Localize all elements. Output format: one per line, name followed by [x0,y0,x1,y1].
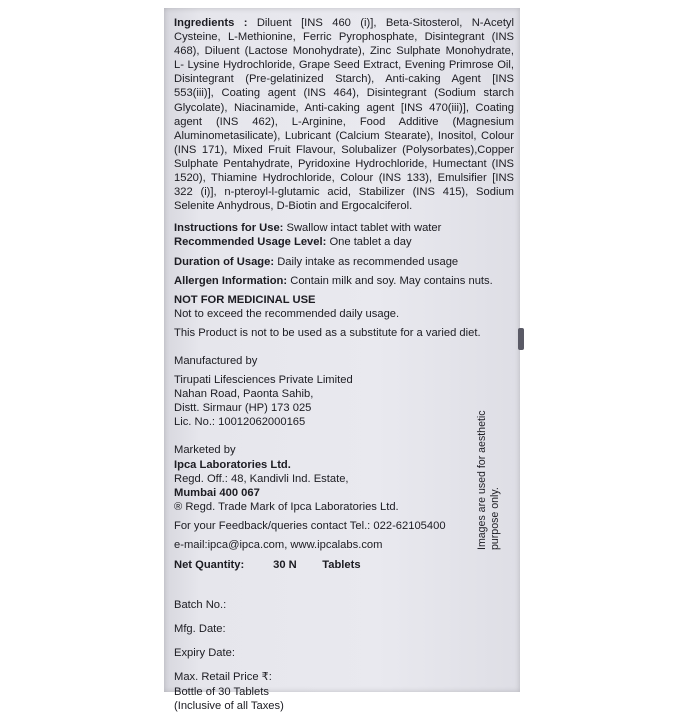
warning-line-2: This Product is not to be used as a substitute for a varied diet. [174,326,481,339]
aesthetic-note-line-2: purpose only. [489,487,501,550]
mrp-line-3: (Inclusive of all Taxes) [174,699,284,712]
batch-label: Batch No.: [174,599,227,612]
aesthetic-note [476,400,516,550]
allergen-line [174,274,514,288]
mfg-date-label: Mfg. Date: [174,623,226,636]
duration-line [174,255,514,269]
ingredients-heading: Ingredients : [174,17,248,29]
instructions-label: Instructions for Use: [174,222,284,235]
expiry-date-label: Expiry Date: [174,647,235,660]
label-content [174,16,514,713]
manufacturer-license: Lic. No.: 10012062000165 [174,416,306,429]
product-label-panel [164,8,520,712]
trademark-note: ® Regd. Trade Mark of Ipca Laboratories Ltd. [174,500,399,513]
feedback-line: For your Feedback/queries contact Tel.: 022-62105400 [174,519,446,532]
marketer-name: Ipca Laboratories Ltd. [174,458,291,471]
mrp-line-2: Bottle of 30 Tablets [174,685,269,698]
manufacturer-name: Tirupati Lifesciences Private Limited [174,374,353,387]
warning-title: NOT FOR MEDICINAL USE [174,293,316,306]
net-quantity-value: 30 N [273,559,297,572]
marketer-heading: Marketed by [174,444,236,457]
warning-line-1: Not to exceed the recommended daily usage. [174,307,400,320]
marketer-address-1: Regd. Off.: 48, Kandivli Ind. Estate, [174,472,349,485]
manufacturer-block [174,354,514,429]
manufacturer-address-2: Distt. Sirmaur (HP) 173 025 [174,402,312,415]
usage-level-line [174,235,514,249]
marketer-block [174,443,514,552]
allergen-label: Allergen Information: [174,274,288,287]
duration-value: Daily intake as recommended usage [277,255,459,268]
ingredients-block [174,16,514,213]
ingredients-text: Diluent [INS 460 (i)], Beta-Sitosterol, N-Acetyl Cysteine, L-Methionine, Ferric Pyrophosphate, Disintegrant (INS 468), Diluent (Lactose Monohydrate), Zinc Sulphate Monohydrate, L- Lysine Hydrochloride, Grape Seed Extract, Evening Primrose Oil, Disintegrant (Pre-gelatinized Starch), Anti-caking Agent [INS 553(iii)], Coating agent (INS 464), Disintegrant (Sodium starch Glycolate), Niacinamide, Anti-caking agent [INS 470(iii)], Coating agent (INS 462), L-Arginine, Food Additive (Magnesium Aluminometasilicate), Lubricant (Calcium Stearate), Inositol, Colour (INS 171), Mixed Fruit Flavour, Solubalizer (Polysorbates),Copper Sulphate Pentahydrate, Pyridoxine Hydrochloride, Humectant (INS 1520), Thiamine Hydrochloride, Colour (INS 133), Emulsifier [INS 322 (i)], n-pteroyl-l-glutamic acid, Stabilizer (INS 415), Sodium Selenite Anhydrous, D-Biotin and Ergocalciferol. [174,17,515,213]
contact-line: e-mail:ipca@ipca.com, www.ipcalabs.com [174,539,383,551]
box-notch [518,328,524,350]
instructions-line [174,221,514,235]
marketer-city: Mumbai 400 067 [174,486,260,499]
net-quantity-unit: Tablets [322,559,361,572]
manufacturer-heading: Manufactured by [174,354,258,367]
manufacturer-address-1: Nahan Road, Paonta Sahib, [174,388,314,401]
duration-label: Duration of Usage: [174,255,275,268]
usage-level-label: Recommended Usage Level: [174,236,327,249]
net-quantity-line [174,558,514,572]
allergen-value: Contain milk and soy. May contains nuts. [290,274,493,287]
instructions-value: Swallow intact tablet with water [286,222,442,235]
aesthetic-note-line-1: Images are used for aesthetic [476,410,488,550]
net-quantity-label: Net Quantity: [174,559,245,572]
mrp-label: Max. Retail Price ₹: [174,671,272,684]
usage-level-value: One tablet a day [329,236,412,249]
